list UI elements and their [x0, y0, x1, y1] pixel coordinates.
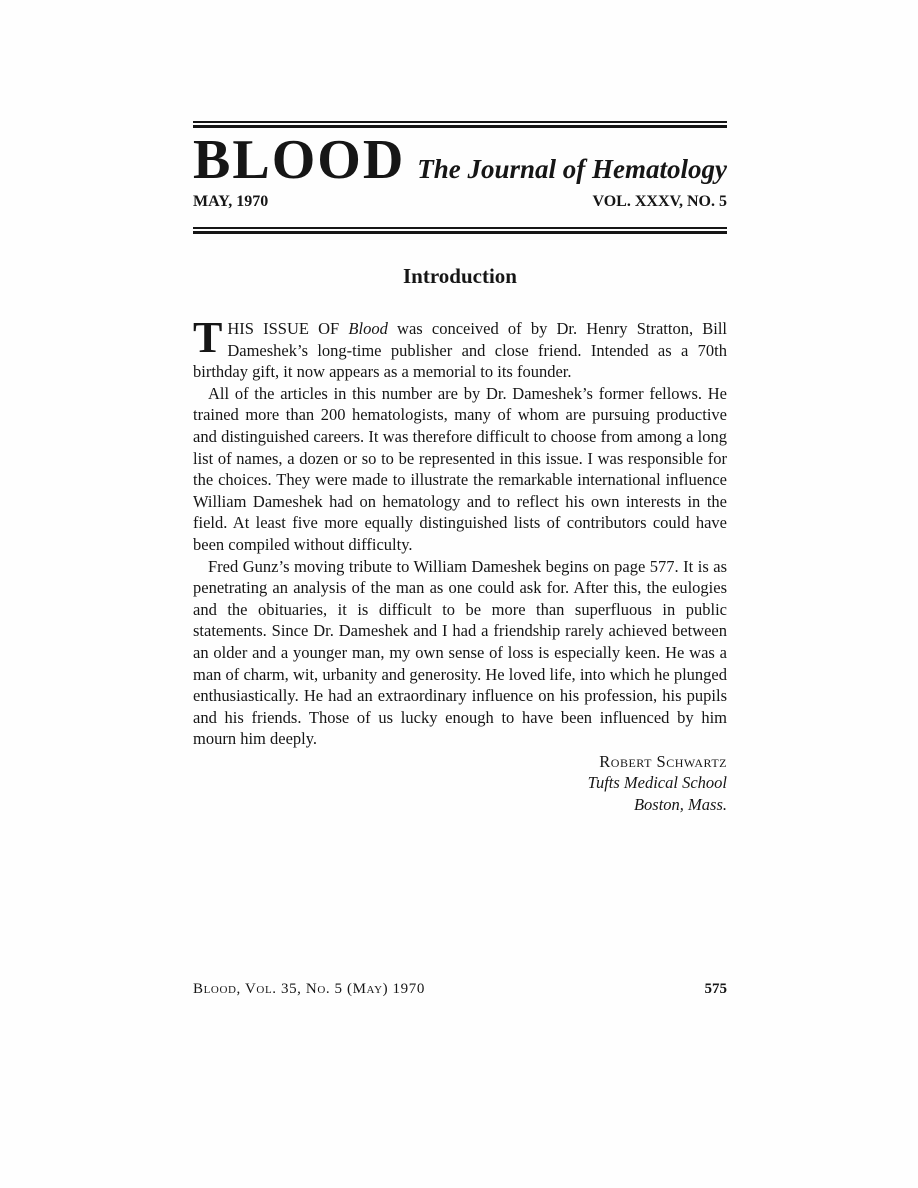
masthead-dateline: [193, 193, 727, 211]
paragraph-1: [193, 313, 728, 383]
page-footer: [193, 981, 727, 998]
paragraph-2: All of the articles in this number are by Dr. Dameshek’s former fellows. He trained more than 200 hematologists, many of whom are pursuing productive and distinguished careers. It was therefore difficult to choose from among a long list of names, a dozen or so to be represented in this issue. I was responsible for the choices. They were made to illustrate the remarkable international influence William Dameshek had on hematology and to reflect his own interests in the field. At least five more equally distinguished lists of contributors could have been compiled without difficulty.: [193, 383, 727, 554]
article-body: [193, 313, 728, 816]
footer-page-number: 575: [704, 981, 727, 997]
signature-location: Boston, Mass.: [633, 795, 727, 815]
paragraph-1-text: was conceived of by Dr. Henry Stratton, Bill Dameshek’s long-time publisher and close friend. Intended as a 70th birthday gift, it now appears as a memorial to its founder.: [193, 319, 728, 382]
signature-affiliation: Tufts Medical School: [587, 773, 727, 793]
dropcap-letter: T: [193, 313, 223, 362]
article-title: Introduction: [403, 264, 517, 288]
journal-name: BLOOD: [193, 129, 406, 191]
masthead: [193, 129, 727, 191]
paragraph-1-lead-caps: HIS ISSUE OF: [227, 319, 340, 338]
paragraph-1-journal-word: Blood: [348, 319, 388, 338]
footer-citation: Blood, Vol. 35, No. 5 (May) 1970: [193, 981, 425, 997]
issue-date: MAY, 1970: [193, 193, 269, 210]
journal-subtitle: The Journal of Hematology: [417, 154, 727, 184]
masthead-bottom-rule: [193, 227, 727, 234]
signature-name: Robert Schwartz: [599, 751, 727, 771]
signature-block: [193, 751, 727, 816]
paragraph-3: Fred Gunz’s moving tribute to William Dameshek begins on page 577. It is as penetrating an analysis of the man as one could ask for. After this, the eulogies and the obituaries, it is difficult to be more than superfluous in public statements. Since Dr. Dameshek and I had a friendship rarely achieved between an older and a younger man, my own sense of loss is especially keen. He was a man of charm, wit, urbanity and generosity. He loved life, into which he plunged enthusiastically. He had an extraordinary influence on his profession, his pupils and his friends. Those of us lucky enough to have been influenced by him mourn him deeply.: [193, 556, 727, 749]
masthead-top-rule: [193, 121, 727, 128]
volume-info: VOL. XXXV, NO. 5: [592, 193, 727, 210]
